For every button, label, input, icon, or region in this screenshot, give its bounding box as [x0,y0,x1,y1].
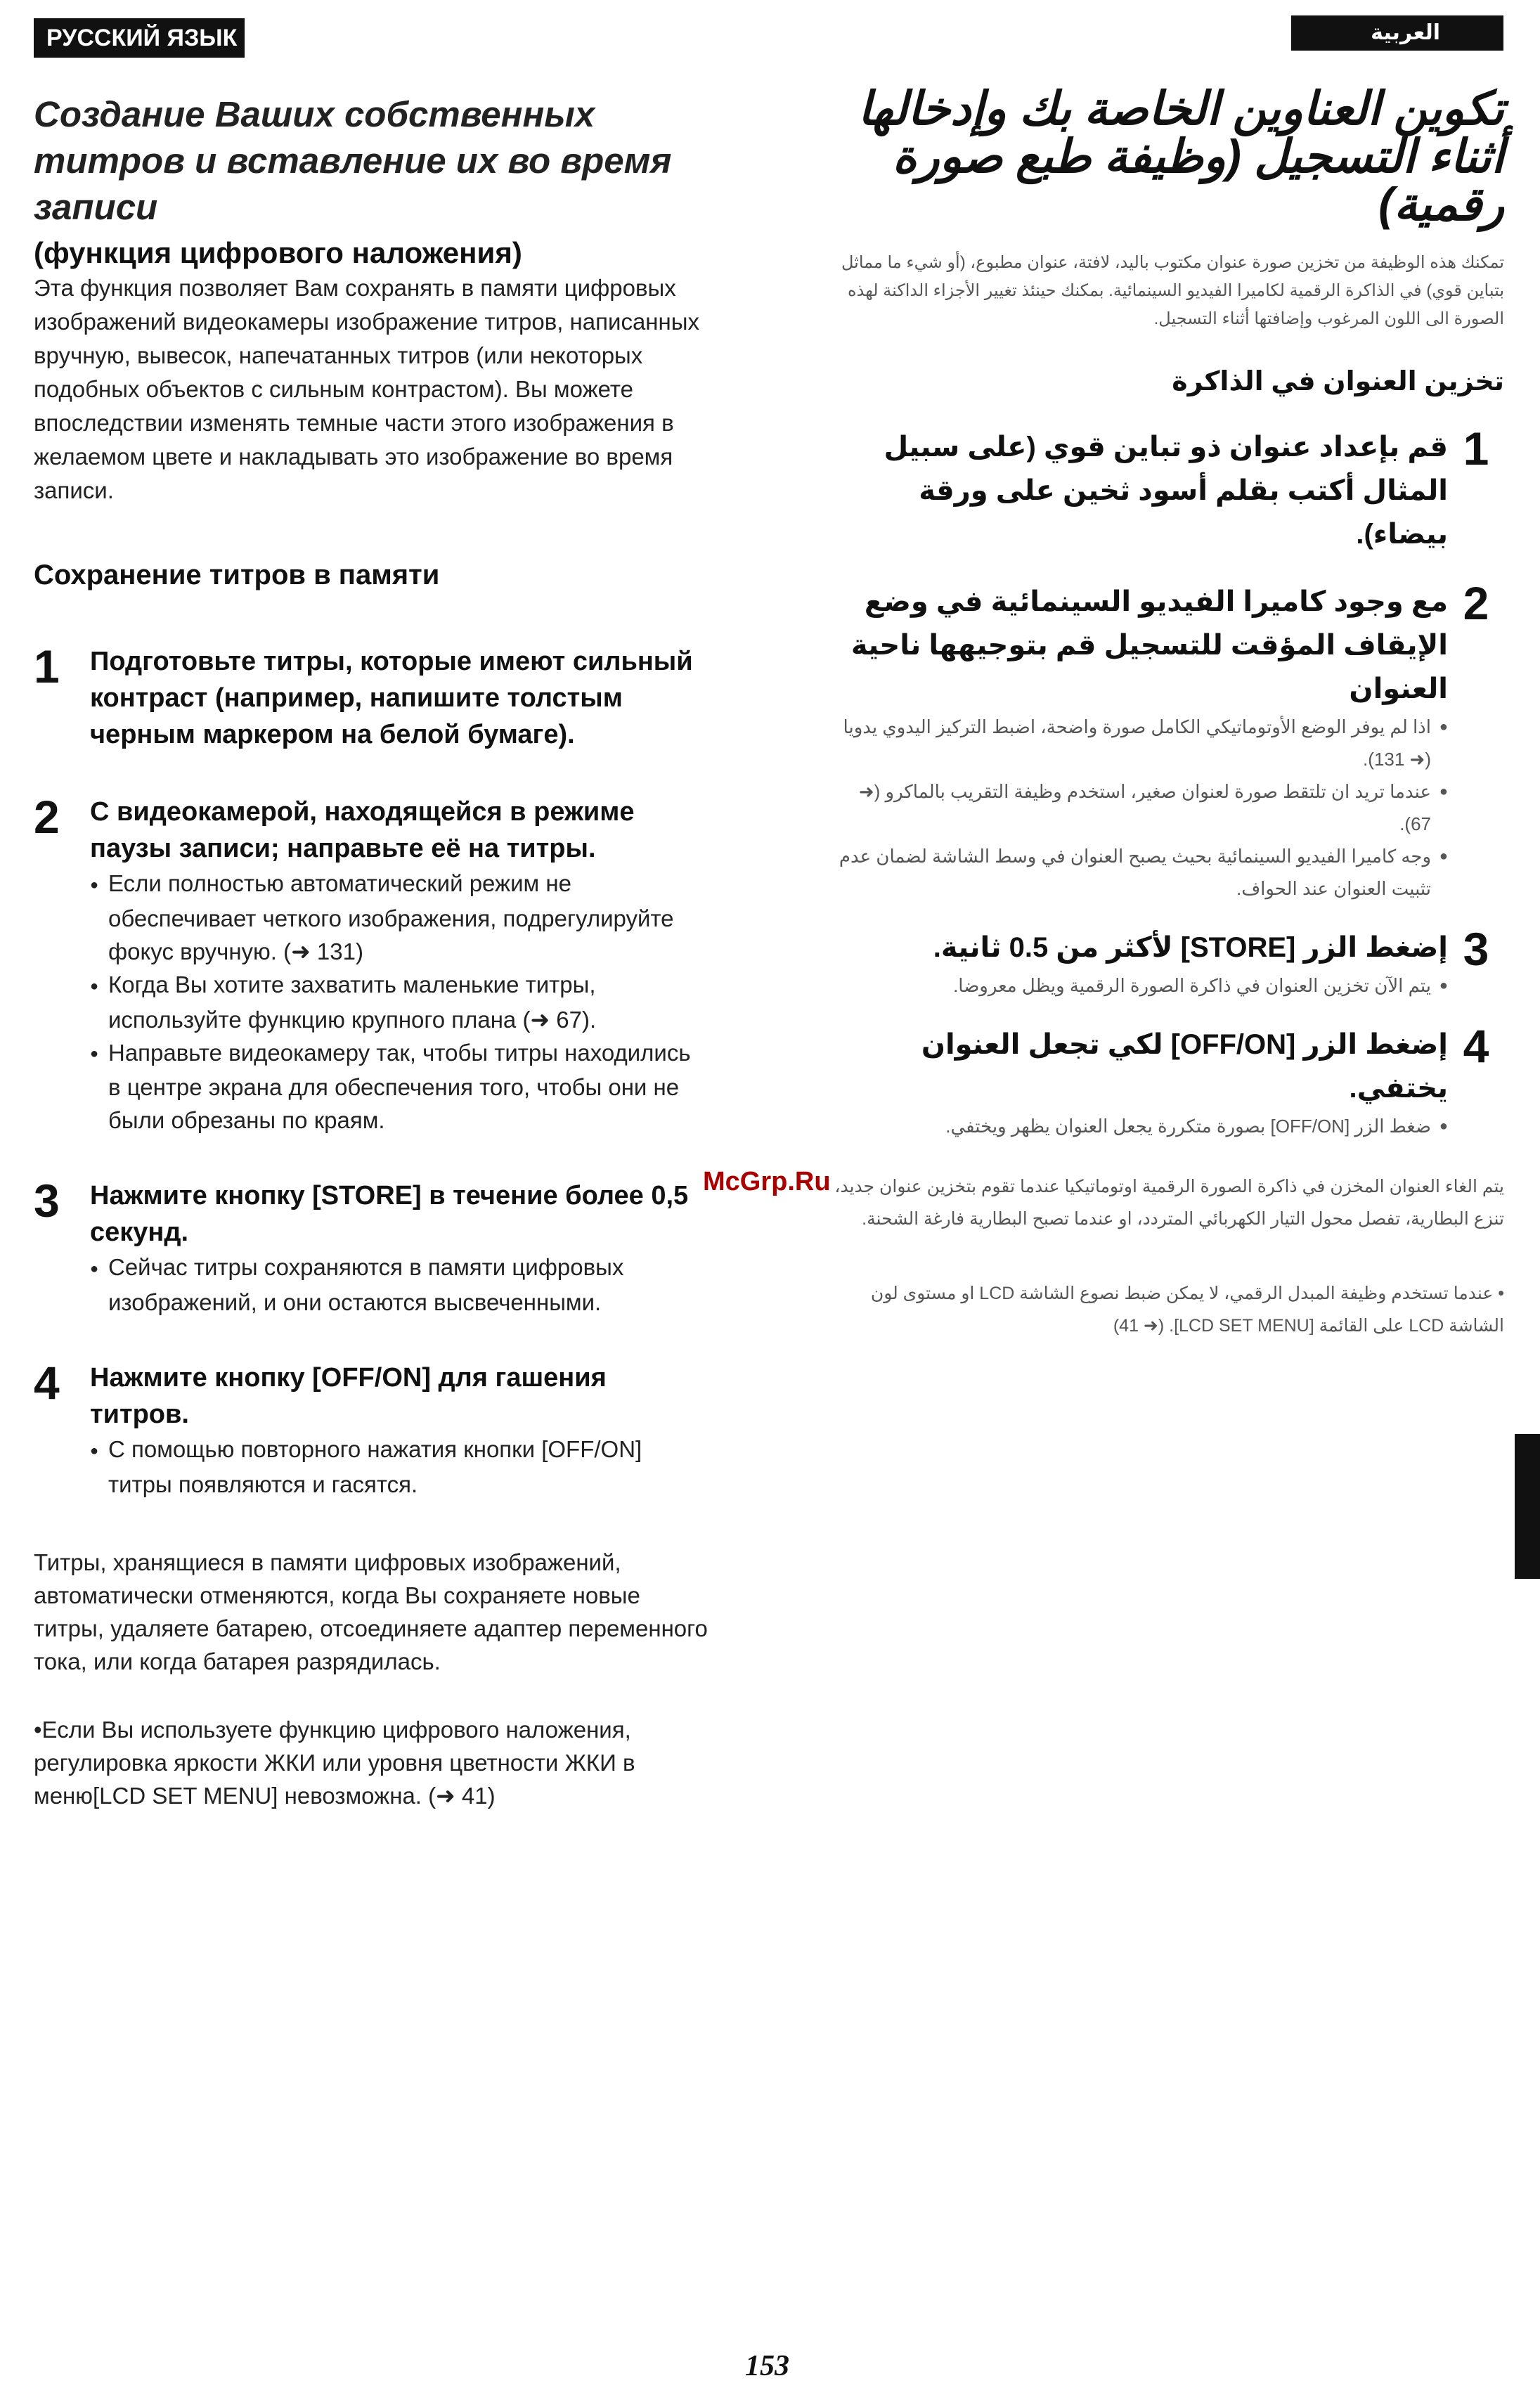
step-number: 4 [1463,1020,1489,1072]
russian-section-heading: Сохранение титров в памяти [34,560,440,590]
russian-closing-note: Титры, хранящиеся в памяти цифровых изображений, автоматически отменяются, когда Вы сохраняете новые титры, удаляете батарею, отсоединяете адаптер переменного тока, или когда батарея разрядилась. [34,1549,708,1674]
step-number: 1 [1463,422,1489,474]
step-heading: إضغط الزر [STORE] لأكثر من 0.5 ثانية. [933,932,1448,963]
thumb-index-tab [1515,1434,1540,1579]
step-heading: С видеокамерой, находящейся в режиме паузы записи; направьте её на титры. [90,797,635,863]
step-bullet: ● Если полностью автоматический режим не обеспечивает четкого изображения, подрегулируйте фокус вручную. (➜ 131) [90,867,708,968]
step-number: 2 [34,791,60,843]
russian-title: Создание Ваших собственных титров и вставление их во время записи [34,94,672,227]
arabic-language-tab: العربية [1291,15,1503,51]
arabic-intro: تمكنك هذه الوظيفة من تخزين صورة عنوان مكتوب باليد، لافتة، عنوان مطبوع، (أو شيء ما مماثل بتباين قوي) في الذاكرة الرقمية لكاميرا الفيديو السينمائية. بمكنك حينئذ تغيير الأجزاء الداكنة لهذه الصورة الى اللون المرغوب وإضافتها أثناء التسجيل. [841,253,1504,328]
step-bullet: ● اذا لم يوفر الوضع الأوتوماتيكي الكامل صورة واضحة، اضبط التركيز اليدوي يدويا (➜ 131). [829,711,1448,775]
step-number: 2 [1463,577,1489,629]
russian-step-1 [34,640,708,753]
russian-step-3 [34,1177,708,1319]
arabic-step-1 [829,422,1504,556]
arabic-closing-note: يتم الغاء العنوان المخزن في ذاكرة الصورة الرقمية اوتوماتيكيا عندما تقوم بتخزين عنوان جديد، تنزع البطارية، تفصل محول التيار الكهربائي المتردد، او عندما تصبح البطارية فارغة الشحنة. [834,1177,1504,1229]
step-bullet: ● عندما تريد ان تلتقط صورة لعنوان صغير، استخدم وظيفة التقريب بالماكرو (➜ 67). [829,775,1448,840]
step-bullet: ● ضغط الزر [OFF/ON] بصورة متكررة يجعل العنوان يظهر ويختفي. [829,1110,1448,1142]
arabic-step-3 [829,923,1504,1002]
watermark: McGrp.Ru [703,1167,831,1196]
russian-intro: Эта функция позволяет Вам сохранять в памяти цифровых изображений видеокамеры изображение титров, написанных вручную, вывесок, напечатанных титров (или некоторых подобных объектов с сильным контрастом). Вы можете впоследствии изменять темные части этого изображения в желаемом цвете и накладывать это изображение во время записи. [34,275,699,503]
arabic-title: تكوين العناوين الخاصة بك وإدخالها أثناء التسجيل (وظيفة طبع صورة رقمية) [858,82,1504,230]
step-heading: مع وجود كاميرا الفيديو السينمائية في وضع الإيقاف المؤقت للتسجيل قم بتوجيهها ناحية العنوان [850,586,1448,704]
step-bullet: ● С помощью повторного нажатия кнопки [OFF/ON] титры появляются и гасятся. [90,1433,708,1501]
step-bullet: ● يتم الآن تخزين العنوان في ذاكرة الصورة الرقمية ويظل معروضا. [829,969,1448,1002]
arabic-column [829,84,1504,1342]
step-bullet: ● Направьте видеокамеру так, чтобы титры находились в центре экрана для обеспечения того, чтобы они не были обрезаны по краям. [90,1036,708,1137]
step-number: 4 [34,1357,60,1409]
step-heading: Нажмите кнопку [STORE] в течение более 0,5 секунд. [90,1181,689,1248]
step-heading: إضغط الزر [OFF/ON] لكي تجعل العنوان يختفي. [921,1029,1448,1104]
russian-language-tab: РУССКИЙ ЯЗЫК [34,18,245,58]
step-number: 3 [34,1175,60,1227]
step-number: 1 [34,640,60,692]
russian-step-4 [34,1357,708,1501]
arabic-section-heading: تخزين العنوان في الذاكرة [1172,367,1504,396]
step-bullet: ● Сейчас титры сохраняются в памяти цифровых изображений, и они остаются высвеченными. [90,1251,708,1319]
step-heading: قم بإعداد عنوان ذو تباين قوي (على سبيل المثال أكتب بقلم أسود ثخين على ورقة بيضاء). [884,432,1448,550]
arabic-step-4 [829,1020,1504,1142]
page-number: 153 [745,2350,789,2382]
russian-final-note: •Если Вы используете функцию цифрового наложения, регулировка яркости ЖКИ или уровня цветности ЖКИ в меню[LCD SET MENU] невозможна. (➜ 41) [34,1716,635,1809]
arabic-step-2 [829,577,1504,905]
russian-step-2 [34,791,708,1137]
step-heading: Подготовьте титры, которые имеют сильный контраст (например, напишите толстым черным маркером на белой бумаге). [90,647,693,749]
step-bullet: ● وجه كاميرا الفيديو السينمائية بحيث يصبح العنوان في وسط الشاشة لضمان عدم تثبيت العنوان عند الحواف. [829,840,1448,905]
russian-column [34,91,708,1812]
step-bullet: ● Когда Вы хотите захватить маленькие титры, используйте функцию крупного плана (➜ 67). [90,968,708,1036]
step-heading: Нажмите кнопку [OFF/ON] для гашения титров. [90,1363,607,1430]
step-number: 3 [1463,923,1489,975]
russian-subtitle: (функция цифрового наложения) [34,236,522,269]
arabic-final-note: • عندما تستخدم وظيفة المبدل الرقمي، لا يمكن ضبط نصوع الشاشة LCD او مستوى لون الشاشة LCD على القائمة [LCD SET MENU]. (➜ 41) [870,1284,1504,1336]
